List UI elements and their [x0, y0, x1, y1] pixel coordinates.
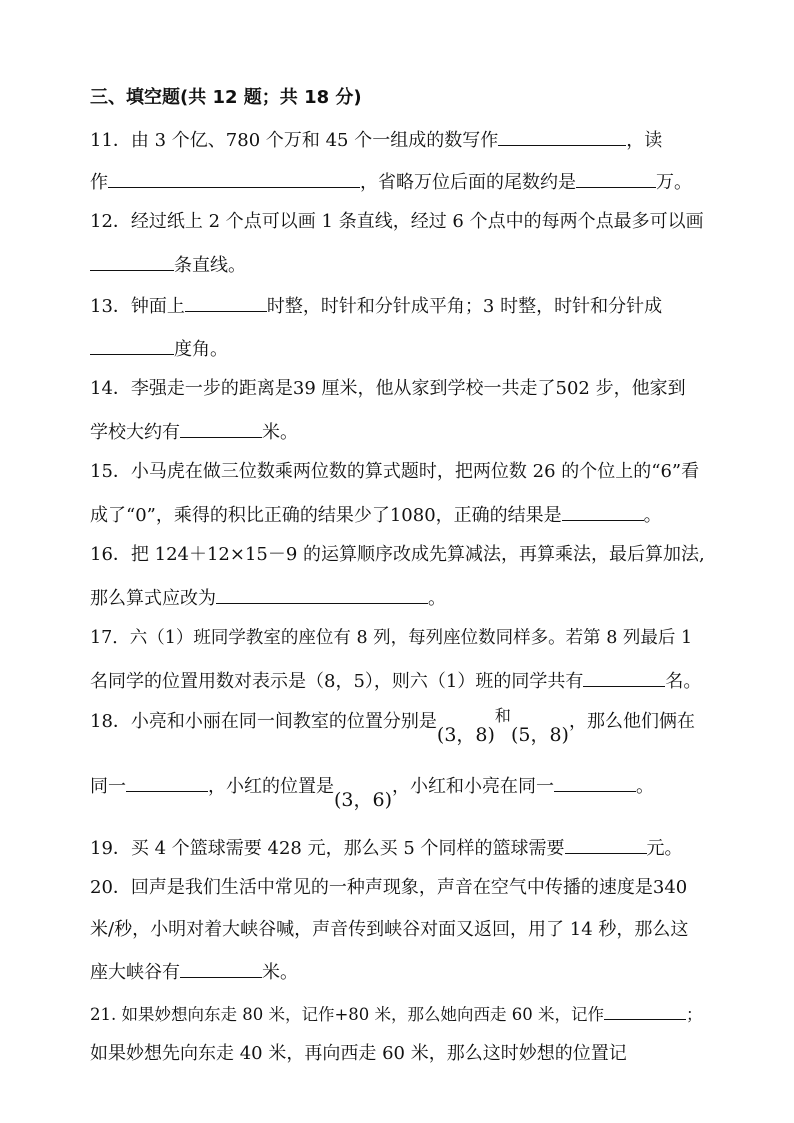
q13-text-c: 度角。	[174, 339, 228, 360]
q17-text-b: 名。	[665, 671, 702, 692]
q14-text-b: 米。	[262, 422, 298, 443]
q18-and: 和	[494, 706, 511, 725]
q15-blank[interactable]	[562, 502, 644, 521]
q11-text-b: ，读	[626, 130, 663, 151]
question-17-line-1: 17．六（1）班同学教室的座位有 8 列，每列座位数同样多。若第 8 列最后 1	[90, 628, 693, 648]
question-20-line-2: 米/秒，小明对着大峡谷喊，声音传到峡谷对面又返回，用了 14 秒，那么这	[90, 919, 689, 940]
q21-text-a: 21. 如果妙想向东走 80 米，记作+80 米，那么她向西走 60 米，记作	[90, 1005, 605, 1024]
q20-text-a: 座大峡谷有	[90, 962, 180, 983]
q19-text-a: 19．买 4 个篮球需要 428 元，那么买 5 个同样的篮球需要	[90, 838, 565, 859]
question-15-line-2	[90, 502, 662, 528]
q11-blank-approx[interactable]	[576, 169, 656, 188]
q16-text-a: 那么算式应改为	[90, 588, 216, 609]
q17-blank[interactable]	[583, 668, 665, 687]
q12-text-b: 条直线。	[174, 255, 246, 276]
q13-blank-degree[interactable]	[90, 336, 174, 355]
q18-pair-1: (3，8)	[436, 724, 495, 746]
q20-blank[interactable]	[180, 959, 262, 978]
q13-text-b: 时整，时针和分针成平角；3 时整，时针和分针成	[266, 296, 663, 317]
q11-text-d: ，省略万位后面的尾数约是	[360, 172, 576, 193]
question-18-line-1	[90, 706, 695, 746]
q18-text-a: 18．小亮和小丽在同一间教室的位置分别是	[90, 711, 437, 732]
question-18-line-2	[90, 773, 655, 811]
question-13-line-2	[90, 336, 228, 362]
q18-text-f: 。	[636, 776, 655, 797]
q18-text-b: ，那么他们俩在	[568, 711, 695, 732]
q18-pair-2: (5，8)	[510, 724, 569, 746]
q14-text-a: 学校大约有	[90, 422, 180, 443]
q11-text-a: 11．由 3 个亿、780 个万和 45 个一组成的数写作	[90, 130, 499, 151]
question-11-line-2	[90, 169, 692, 195]
question-20-line-3	[90, 959, 298, 985]
q15-text-a: 成了“0”，乘得的积比正确的结果少了1080，正确的结果是	[90, 505, 562, 526]
q15-text-b: 。	[643, 505, 662, 526]
question-11-line-1	[90, 127, 662, 153]
q18-text-e: ，小红和小亮在同一	[392, 776, 555, 797]
question-12-line-1: 12．经过纸上 2 个点可以画 1 条直线，经过 6 个点中的每两个点最多可以画	[90, 211, 704, 232]
question-21-line-1	[90, 1001, 703, 1027]
q11-text-e: 万。	[656, 172, 692, 193]
question-16-line-2	[90, 585, 446, 611]
question-17-line-2	[90, 668, 701, 694]
q13-blank-hour[interactable]	[185, 293, 267, 312]
q18-blank-1[interactable]	[126, 773, 208, 792]
q14-blank[interactable]	[180, 419, 262, 438]
q19-text-b: 元。	[646, 838, 683, 859]
q16-text-b: 。	[428, 588, 446, 609]
question-15-line-1: 15．小马虎在做三位数乘两位数的算式题时，把两位数 26 的个位上的“6”看	[90, 461, 700, 482]
q17-text-a: 名同学的位置用数对表示是（8，5），则六（1）班的同学共有	[90, 671, 584, 692]
question-21-line-2: 如果妙想先向东走 40 米，再向西走 60 米，那么这时妙想的位置记	[90, 1043, 627, 1064]
q11-text-c: 作	[90, 172, 108, 193]
question-16-line-1: 16．把 124＋12×15－9 的运算顺序改成先算减法，再算乘法，最后算加法,	[90, 544, 705, 565]
q20-text-b: 米。	[262, 962, 298, 983]
section-title: 三、填空题(共 12 题；共 18 分)	[90, 87, 362, 108]
q18-pair-3: (3，6)	[334, 789, 393, 811]
question-14-line-1: 14．李强走一步的距离是39 厘米，他从家到学校一共走了502 步，他家到	[90, 378, 686, 399]
q21-text-b: ；	[686, 1005, 703, 1024]
q11-blank-written[interactable]	[498, 127, 626, 146]
question-13-line-1	[90, 293, 662, 319]
question-19-line-1	[90, 835, 683, 861]
q19-blank[interactable]	[565, 835, 647, 854]
q16-blank[interactable]	[216, 585, 428, 604]
question-12-line-2	[90, 252, 246, 278]
question-20-line-1: 20．回声是我们生活中常见的一种声现象，声音在空气中传播的速度是340	[90, 877, 688, 898]
q18-text-c: 同一	[90, 776, 126, 797]
q18-text-d: ，小红的位置是	[208, 776, 334, 797]
question-14-line-2	[90, 419, 298, 445]
q11-blank-read[interactable]	[108, 169, 360, 188]
q18-blank-2[interactable]	[554, 773, 636, 792]
q21-blank[interactable]	[604, 1001, 686, 1020]
q13-text-a: 13．钟面上	[90, 296, 185, 317]
q12-blank[interactable]	[90, 252, 174, 271]
